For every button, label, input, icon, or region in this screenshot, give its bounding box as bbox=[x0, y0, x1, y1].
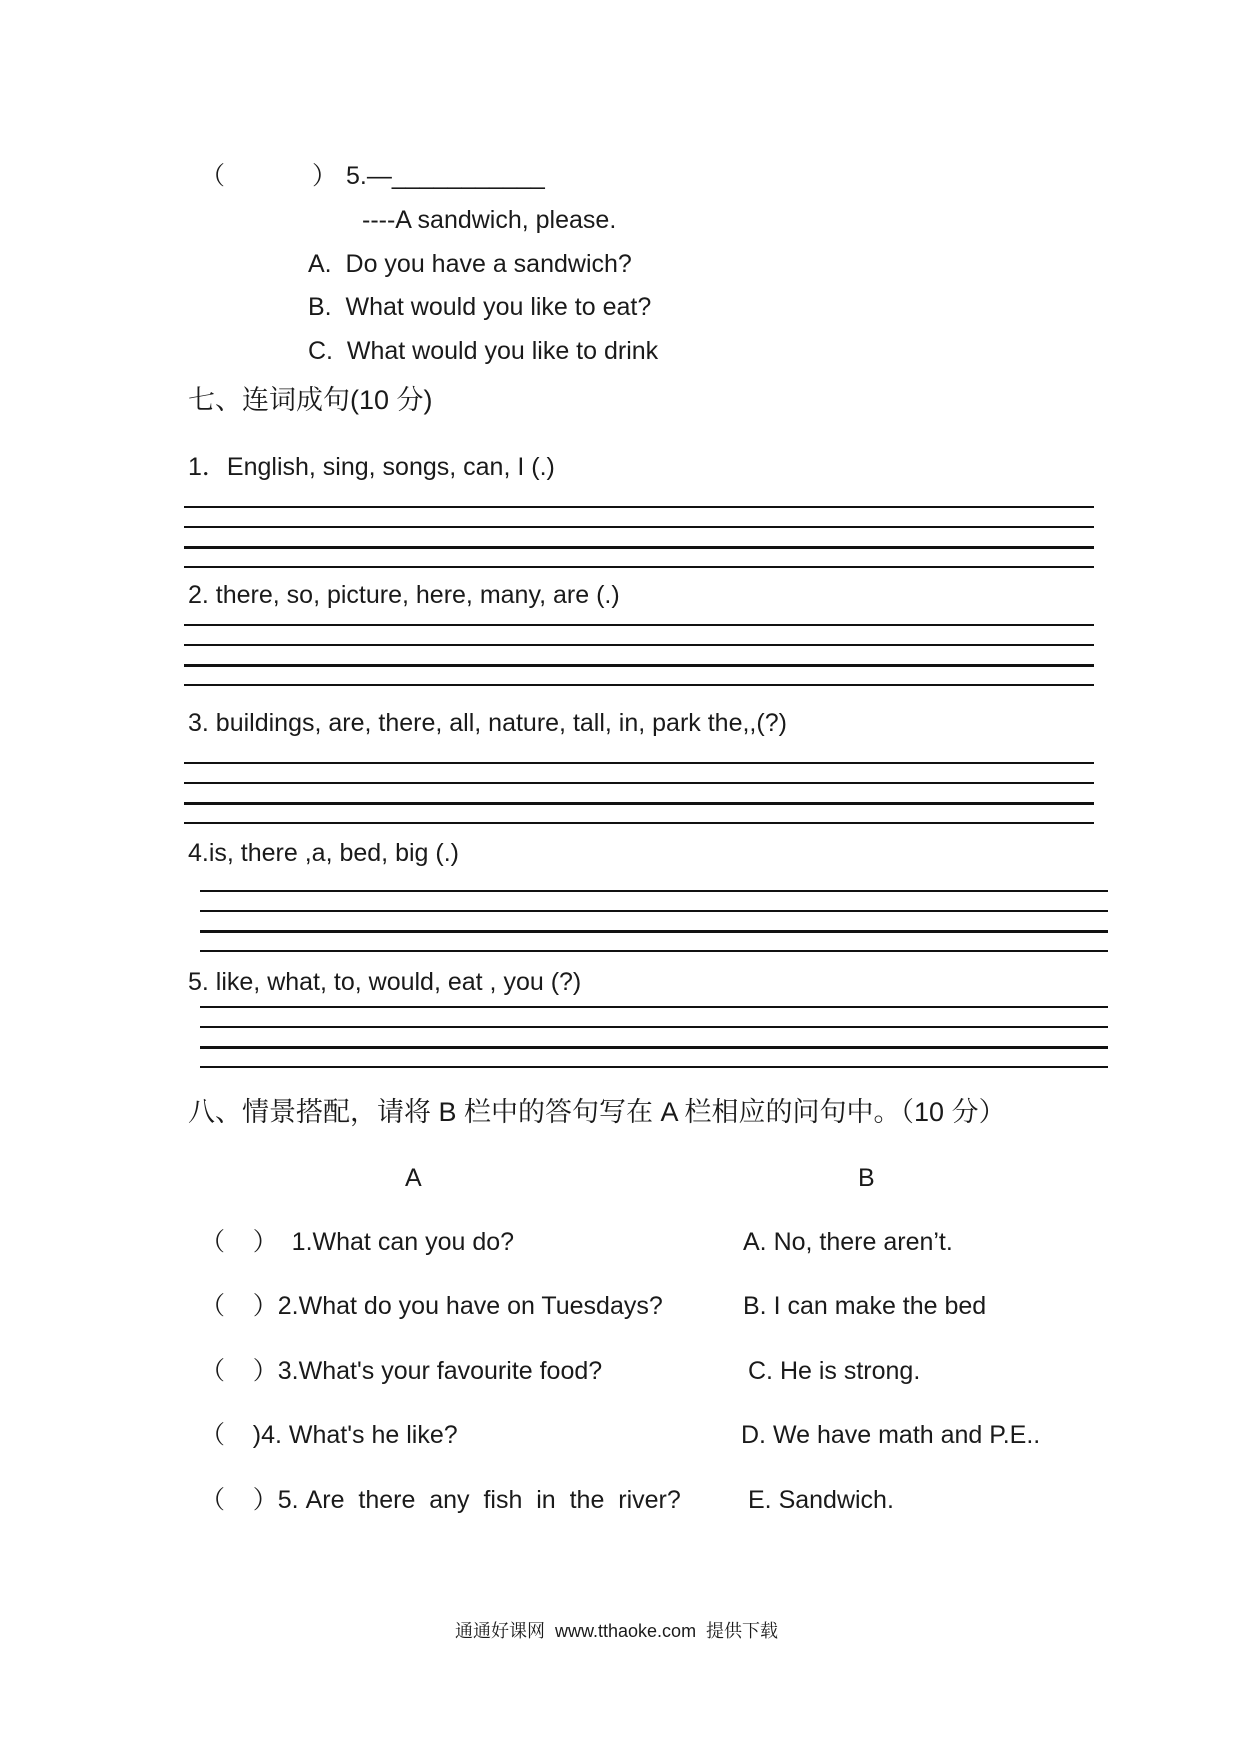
match-answer-a: A. No, there aren’t. bbox=[743, 1228, 953, 1256]
match-question-5: （ ）5. Are there any fish in the river? bbox=[200, 1486, 681, 1514]
answer-line bbox=[184, 624, 1094, 626]
q5-response: ----A sandwich, please. bbox=[362, 206, 617, 234]
match-answer-c: C. He is strong. bbox=[748, 1357, 921, 1385]
answer-line bbox=[184, 546, 1094, 549]
answer-line bbox=[184, 782, 1094, 784]
answer-line bbox=[184, 566, 1094, 568]
q5-stem: 5.—___________ bbox=[346, 162, 545, 190]
answer-line bbox=[200, 930, 1108, 933]
section7-item-4: 4.is, there ,a, bed, big (.) bbox=[188, 839, 459, 867]
section7-item-3: 3. buildings, are, there, all, nature, tall, in, park the,,(?) bbox=[188, 709, 787, 737]
section7-item-1: 1．English, sing, songs, can, I (.) bbox=[188, 453, 555, 481]
column-a-header: A bbox=[405, 1164, 422, 1192]
match-answer-d: D. We have math and P.E.. bbox=[741, 1421, 1041, 1449]
answer-line bbox=[184, 762, 1094, 764]
answer-line bbox=[200, 1026, 1108, 1028]
q5-option-a: A. Do you have a sandwich? bbox=[308, 250, 632, 278]
section8-title: 八、情景搭配，请将 B 栏中的答句写在 A 栏相应的问句中。（10 分） bbox=[188, 1097, 1006, 1127]
column-b-header: B bbox=[858, 1164, 875, 1192]
section7-item-2: 2. there, so, picture, here, many, are (.) bbox=[188, 581, 620, 609]
answer-line bbox=[200, 1066, 1108, 1068]
answer-line bbox=[200, 1046, 1108, 1049]
section7-title: 七、连词成句(10 分) bbox=[188, 385, 433, 415]
match-question-3: （ ）3.What's your favourite food? bbox=[200, 1357, 603, 1385]
q5-option-c: C. What would you like to drink bbox=[308, 337, 659, 365]
match-question-4: （ )4. What's he like? bbox=[200, 1421, 458, 1449]
answer-line bbox=[200, 890, 1108, 892]
q5-paren-open: （ bbox=[200, 162, 226, 190]
answer-line bbox=[184, 664, 1094, 667]
answer-line bbox=[184, 822, 1094, 824]
answer-line bbox=[184, 526, 1094, 528]
answer-line bbox=[184, 802, 1094, 805]
answer-line bbox=[184, 684, 1094, 686]
page-footer: 通通好课网 www.tthaoke.com 提供下载 bbox=[455, 1621, 779, 1641]
answer-line bbox=[184, 644, 1094, 646]
answer-line bbox=[200, 950, 1108, 952]
answer-line bbox=[184, 506, 1094, 508]
q5-option-b: B. What would you like to eat? bbox=[308, 293, 652, 321]
match-question-1: （ ） 1.What can you do? bbox=[200, 1228, 515, 1256]
answer-line bbox=[200, 910, 1108, 912]
q5-paren-close: ） bbox=[312, 162, 338, 190]
match-question-2: （ ）2.What do you have on Tuesdays? bbox=[200, 1292, 663, 1320]
section7-item-5: 5. like, what, to, would, eat , you (?) bbox=[188, 968, 582, 996]
match-answer-e: E. Sandwich. bbox=[748, 1486, 894, 1514]
match-answer-b: B. I can make the bed bbox=[743, 1292, 987, 1320]
answer-line bbox=[200, 1006, 1108, 1008]
